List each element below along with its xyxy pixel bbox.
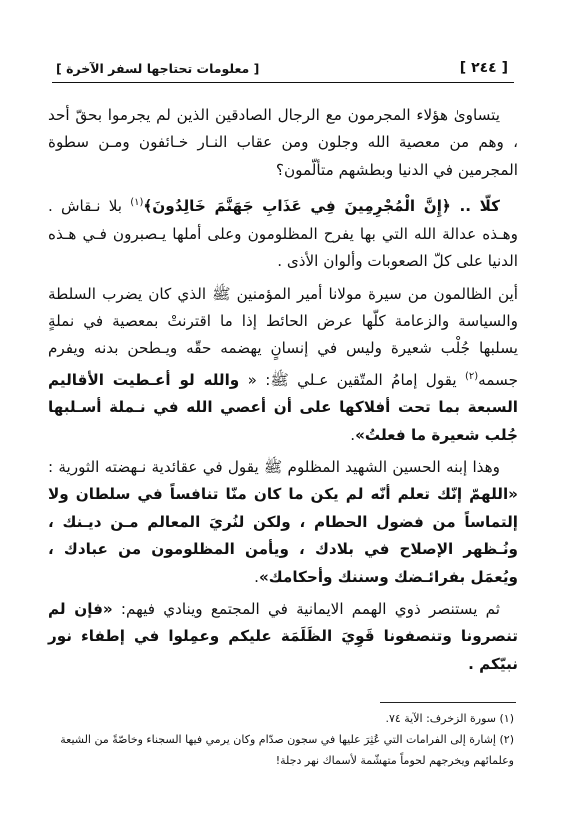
paragraph-1 — [48, 102, 518, 184]
call-quote: «فإن لم تنصرونا وتنصفونا قَوِيَ الظَلَمَة عليكم وعمِلوا في إطفاء نور نبيّكم . — [48, 600, 518, 673]
paragraph-text: يقول إمامُ المتّقين عـلي ﷺ: « — [239, 370, 465, 389]
paragraph-text: . — [254, 567, 259, 586]
paragraph-5 — [48, 596, 518, 678]
running-title: [ معلومات تحتاجها لسفر الآخرة ] — [56, 61, 260, 76]
paragraph-2 — [48, 189, 518, 275]
paragraph-text: ثم يستنصر ذوي الهمم الايمانية في المجتمع وينادي فيهم: — [112, 600, 500, 619]
imam-husayn-quote: «اللهمّ إنّك تعلم أنّه لم يكن ما كان منّا تنافساً في سلطان ولا إلتماساً من فضول الحطام ، ولكن لنُريَ المعالم مـن ديـنك ، ونُـظهر الإصلاح في بلادك ، ويأمن المظلومون من عبادك ، ويُعمَل بفرائـضك وسننك وأحكامك» — [48, 485, 518, 586]
paragraph-4 — [48, 454, 518, 591]
page-header — [52, 59, 512, 81]
footnote-2: (٢) إشارة إلى الفرامات التي عُثِرَ عليها في سجون صدّام وكان يرمي فيها السجناء وخاصّةً من الشيعة وعلمائهم ويخرجهم لحوماً متهشّمة لأسماك نهر دجلة! — [60, 733, 514, 767]
paragraph-text: وهذا إبنه الحسين الشهيد المظلوم ﷺ يقول في عقائدية نـهضته الثورية : — [48, 458, 500, 476]
footnotes — [52, 708, 514, 771]
paragraph-text: يتساوىٰ هؤلاء المجرمون مع الرجال الصادقين الذين لم يجرموا بحقّ أحد ، وهم من معصية الله وجلون ومن عقاب النـار خـائفون ومـن سطوة المجرمين في الدنيا وبطشهم متألّمون؟ — [48, 106, 518, 179]
paragraph-3 — [48, 281, 518, 450]
header-divider — [52, 82, 514, 83]
footnote-1: (١) سورة الزخرف: الآية ٧٤. — [385, 712, 514, 725]
main-text — [48, 102, 518, 683]
paragraph-text: أين الظالمون من سيرة مولانا أمير المؤمنين ﷺ الذي كان يضرب السلطة والسياسة والزعامة كلّها عرض الحائط إذا ما اقترنتْ بمعصية في نملةٍ يسلبها جُلْب شعيرة وليس في إنسانٍ يهضمه حقّه ويـطحن بدنه ويفرم جسمه — [48, 284, 518, 389]
page-number: [ ٢٤٤ ] — [459, 60, 508, 76]
footnote-divider — [380, 702, 516, 703]
footnote-ref-2: (٢) — [464, 370, 479, 382]
paragraph-text: . — [350, 425, 356, 444]
imam-ali-quote: والله لو أعـطيت الأقاليم السبعة بما تحت أفلاكها على أن أعصي الله في نـملة أسـلبها جُلب شعيرة ما فعلتُ» — [48, 370, 518, 444]
quran-verse: كلّا .. ﴿إِنَّ الْمُجْرِمِينَ فِي عَذَابِ جَهَنَّمَ خَالِدُونَ﴾ — [143, 197, 500, 216]
paragraph-text: بلا نـقاش . وهـذه عدالة الله التي بها يفرح المظلومون وعلى أملها يـصبرون فـي هـذه الدنيا على كلّ الصعوبات وألوان الأذى . — [48, 197, 518, 271]
footnote-ref-1: (١) — [130, 197, 144, 209]
